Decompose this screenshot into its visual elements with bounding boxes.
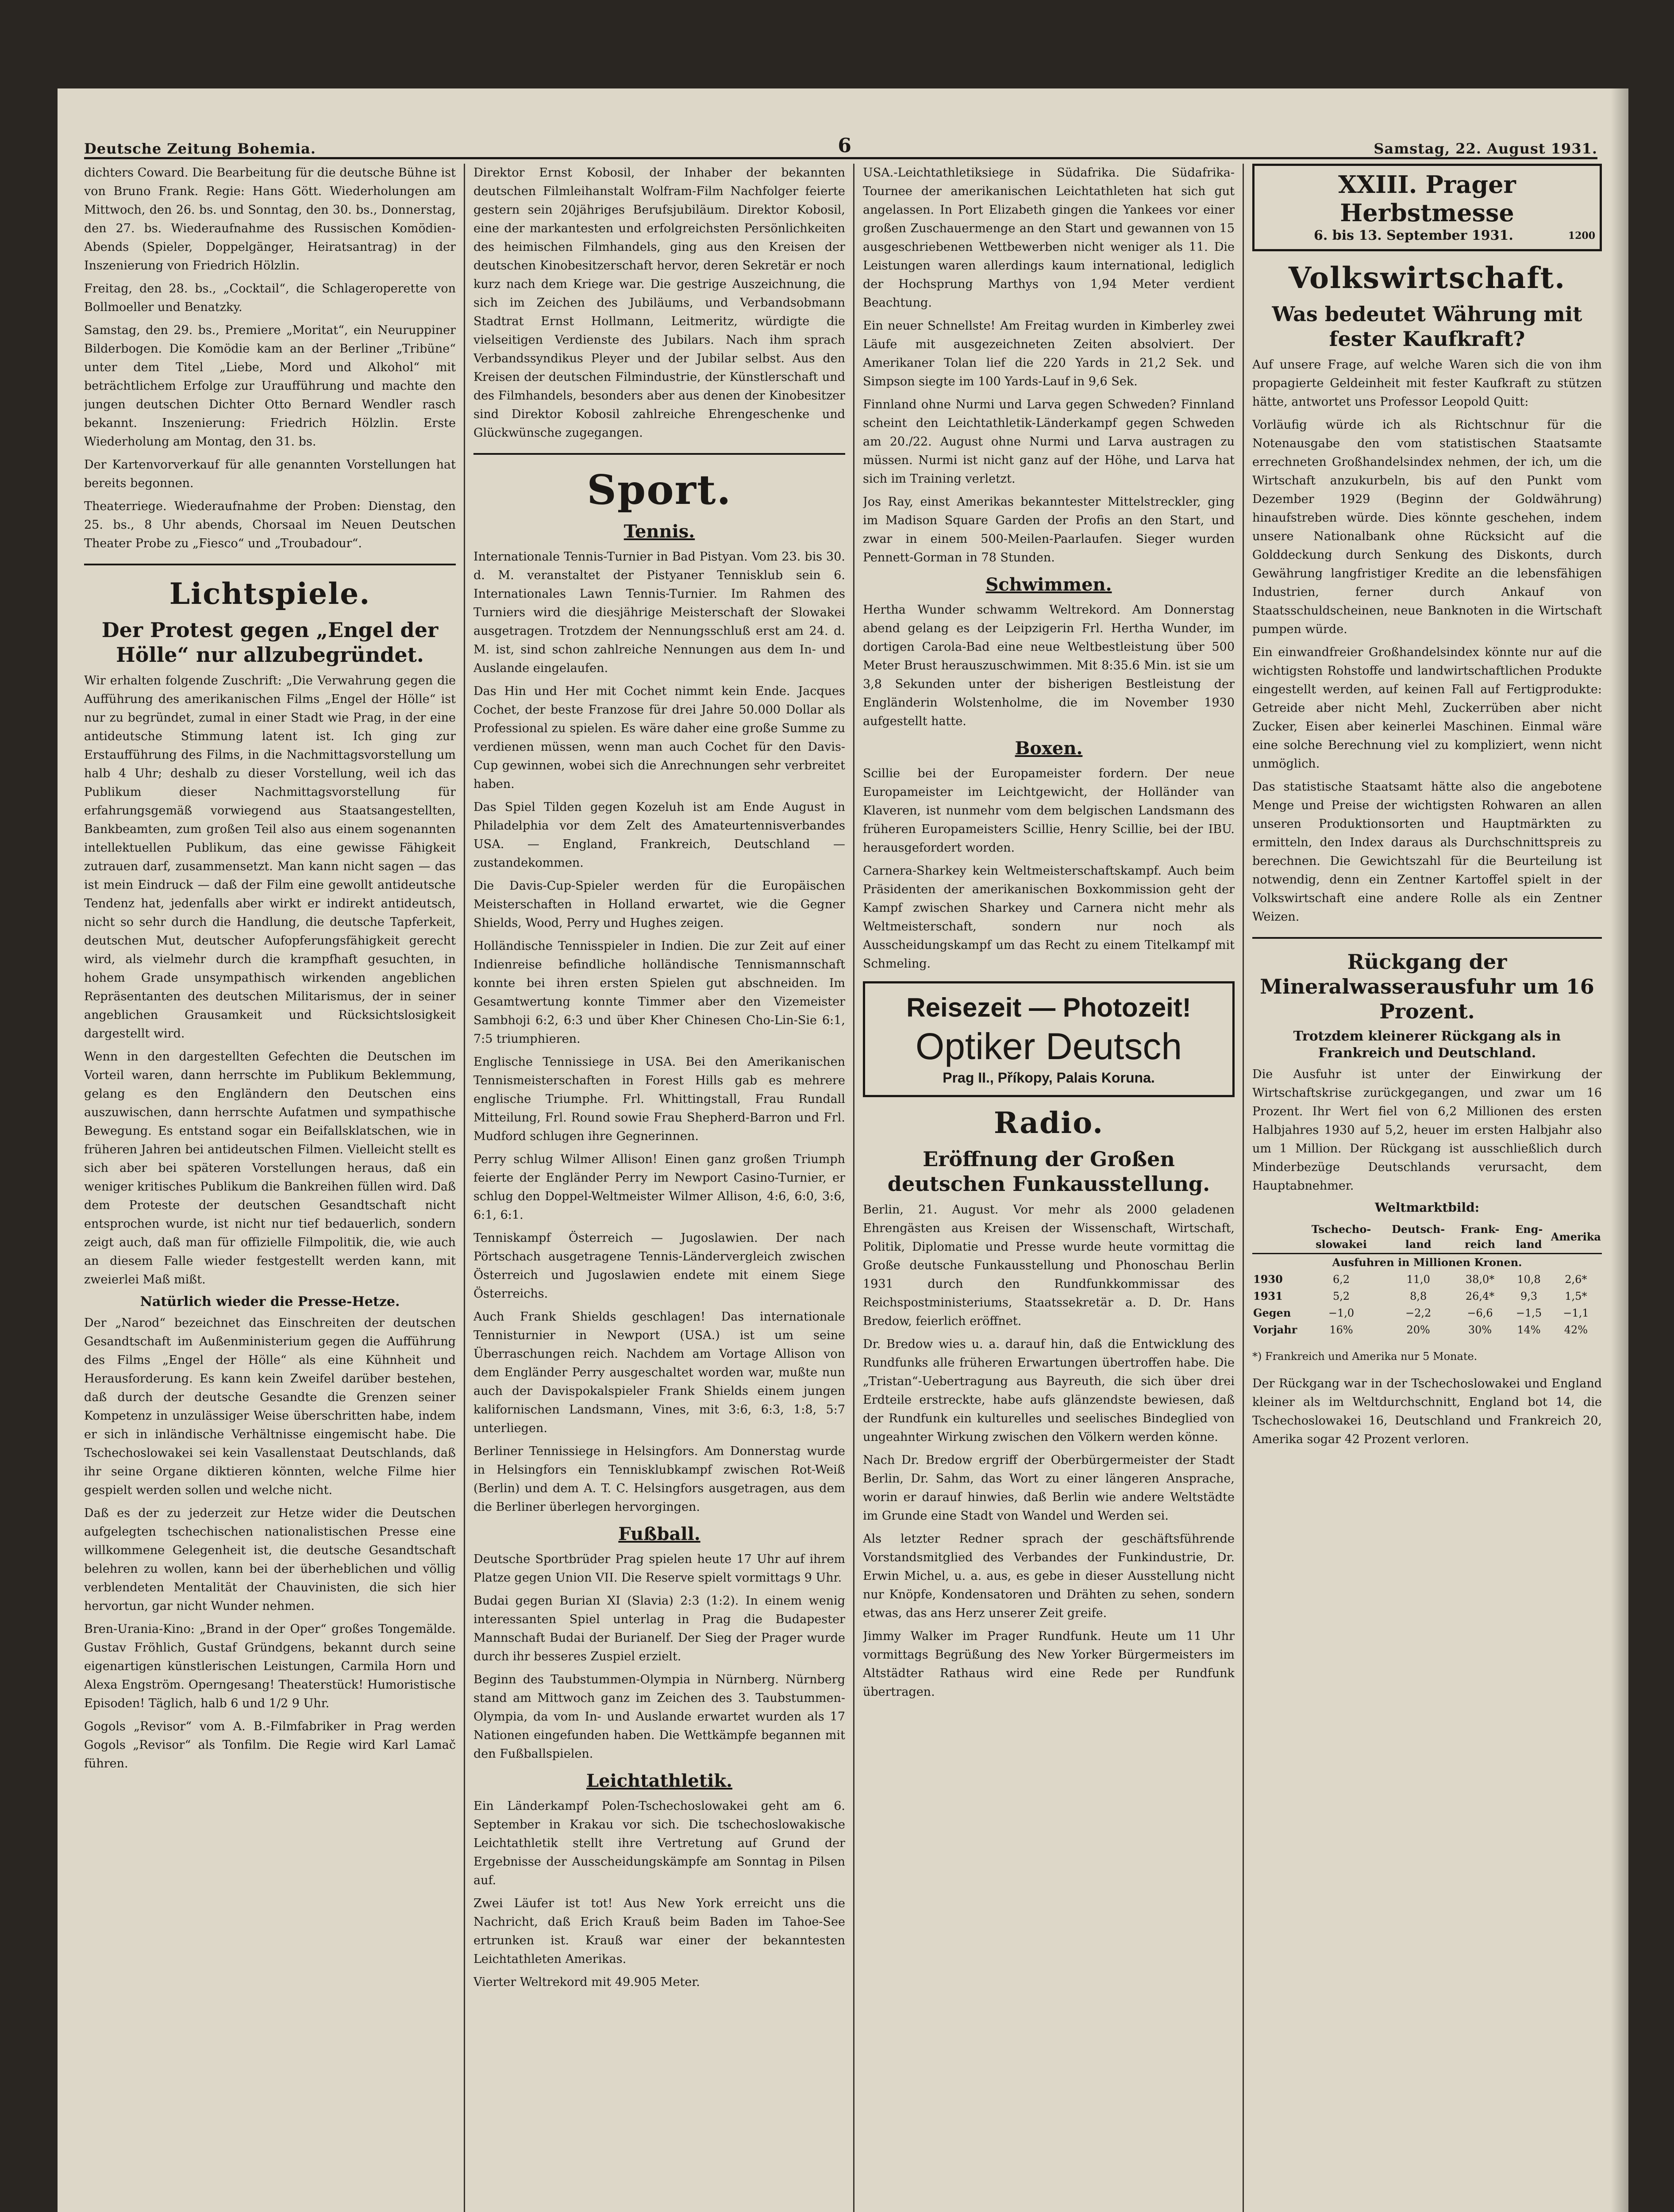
sport-paragraph: Holländische Tennisspieler in Indien. Die zur Zeit auf einer Indienreise befindliche holländische Tennismannschaft konnte bei ihren ersten Spielen gut abschneiden. Im Gesamtwertung konnte Timmer aber den Vizemeister Sambhoji 6:2, 6:3 und über Kher Chinesen Cho-Lin-Sie 6:1, 7:5 triumphieren. <box>473 939 845 1046</box>
sport-paragraph: Scillie bei der Europameister fordern. Der neue Europameister im Leichtgewicht, der Holländer van Klaveren, ist nunmehr vom dem belgischen Landsmann des früheren Europameisters Scillie, Henry Scillie, bei der IBU. herausgefordert worden. <box>863 767 1235 855</box>
article-paragraph: Auf unsere Frage, auf welche Waren sich die von ihm propagierte Geldeinheit mit fester Kaufkraft zu stützen hätte, antwortet uns Professor Leopold Quitt: <box>1252 358 1602 409</box>
sport-paragraph: Budai gegen Burian XI (Slavia) 2:3 (1:2). In einem wenig interessanten Spiel unterlag in Prag die Budapester Mannschaft Budai der Burianelf. Der Sieg der Prager wurde durch ihr besseres Zuspiel erzielt. <box>473 1594 845 1663</box>
ad-slogan: Reisezeit — Photozeit! <box>906 993 1191 1022</box>
cinema-notice: Gogols „Revisor“ vom A. B.-Filmfabriker in Prag werden Gogols „Revisor“ als Tonfilm. Die Regie wird Karl Lamač führen. <box>84 1720 456 1770</box>
table-row: Gegen −1,0 −2,2 −6,6 −1,5 −1,1 <box>1253 1306 1589 1319</box>
table-row: 1930 6,2 11,0 38,0* 10,8 2,6* <box>1253 1273 1587 1286</box>
sport-paragraph: Ein neuer Schnellste! Am Freitag wurden in Kimberley zwei Läufe mit ausgezeichneten Zeiten absolviert. Der Amerikaner Tolan lief die 220 Yards in 21,2 Sek. und Simpson siegte im 100 Yards-Lauf in 9,6 Sek. <box>863 319 1235 388</box>
banner-code: 1200 <box>1568 230 1595 242</box>
table-header-row <box>1252 1221 1602 1254</box>
sport-paragraph: Deutsche Sportbrüder Prag spielen heute 17 Uhr auf ihrem Platze gegen Union VII. Die Reserve spielt vormittags 9 Uhr. <box>473 1552 845 1585</box>
article-paragraph: Wenn in den dargestellten Gefechten die Deutschen im Vorteil waren, dann herrschte im Publikum Beklemmung, gelang es den Engländern den Deutschen eins auszuwischen, dann herrschte Aufatmen und sympathische Bewegung. Es entstand sogar ein Beifallsklatschen, wie in früheren Jahren bei antideutschen Filmen. Vielleicht stellt es sich aber bei späteren Vorstellungen heraus, daß ein weniger kritisches Publikum die Bankreihen füllen wird. Daß dem Proteste der deutschen Gesandtschaft nicht entsprochen wurde, ist nicht nur tief bedauerlich, sondern zeigt auch, daß man für offizielle Filmpolitik, die, wie auch an diesem Falle wieder festgestellt werden kann, mit zweierlei Maß mißt. <box>84 1050 456 1286</box>
section-divider <box>84 564 456 565</box>
cinema-notice: Bren-Urania-Kino: „Brand in der Oper“ großes Tongemälde. Gustav Fröhlich, Gustaf Gründgens, bekannt durch seine eigenartigen künstlerischen Leistungen, Carmila Horn und Alexa Engström. Operngesang! Theaterstück! Humoristische Episoden! Täglich, halb 6 und 1/2 9 Uhr. <box>84 1622 456 1710</box>
tennis-heading: Tennis. <box>623 521 695 542</box>
article-paragraph: Der „Narod“ bezeichnet das Einschreiten der deutschen Gesandtschaft im Außenministerium gegen die Aufführung des Films „Engel der Hölle“ als eine Kühnheit und Herausforderung. Es kann kein Zweifel darüber bestehen, daß durch der deutsche Gesandte die Grenzen seiner Kompetenz in unzulässiger Weise überschritten habe, indem er sich in inländische Verhältnisse eingemischt habe. Die Tschechoslowakei sei kein Vasallenstaat Deutschlands, daß ihr seine Organe diktieren könnten, welche Filme hier gespielt werden sollen und welche nicht. <box>84 1316 456 1497</box>
article-paragraph: Jimmy Walker im Prager Rundfunk. Heute um 11 Uhr vormittags Begrüßung des New Yorker Bürgermeisters im Altstädter Rathaus wird eine Rede per Rundfunk übertragen. <box>863 1629 1235 1699</box>
column-3 <box>863 164 1235 2212</box>
article-headline: Eröffnung der Großen deutschen Funkausstellung. <box>887 1147 1210 1196</box>
theater-paragraph: Theaterriege. Wiederaufnahme der Proben: Dienstag, den 25. bs., 8 Uhr abends, Chorsaal im Neuen Deutschen Theater Probe zu „Fiesco“ und „Troubadour“. <box>84 499 456 550</box>
sport-paragraph: Die Davis-Cup-Spieler werden für die Europäischen Meisterschaften in Holland erwartet, wie die Gegner Shields, Wood, Perry und Hughes zeigen. <box>473 879 845 930</box>
article-paragraph: Daß es der zu jederzeit zur Hetze wider die Deutschen aufgelegten tschechischen nationalistischen Presse eine willkommene Gelegenheit ist, die deutsche Gesandtschaft belehren zu wollen, kann bei der überheblichen und völlig verblendeten Mentalität der Chauvinisten, die sich hier hervortun, gar nicht Wunder nehmen. <box>84 1506 456 1613</box>
sport-paragraph: USA.-Leichtathletiksiege in Südafrika. Die Südafrika-Tournee der amerikanischen Leichtathleten hat sich gut angelassen. In Port Elizabeth gingen die Yankees vor einer großen Zuschauermenge an den Start und gewannen von 15 ausgeschriebenen Wettbewerben nicht weniger als 11. Die Leistungen waren allerdings kaum international, lediglich der Hochsprung Marthys von 1,94 Meter verdient Beachtung. <box>863 166 1235 310</box>
banner-dates: 6. bis 13. September 1931. 1200 <box>1259 227 1595 245</box>
theater-paragraph: Freitag, den 28. bs., „Cocktail“, die Schlageroperette von Bollmoeller und Benatzky. <box>84 282 456 314</box>
sport-paragraph: Zwei Läufer ist tot! Aus New York erreicht uns die Nachricht, daß Erich Krauß beim Baden im Tahoe-See ertrunken ist. Krauß war einer der bekanntesten Leichtathleten Amerikas. <box>473 1897 845 1966</box>
ad-company: Optiker Deutsch <box>915 1025 1182 1067</box>
section-divider <box>1252 937 1602 939</box>
sport-paragraph: Berliner Tennissiege in Helsingfors. Am Donnerstag wurde in Helsingfors ein Tennisklubkampf zwischen Rot-Weiß (Berlin) und dem A. T. C. Helsingfors ausgetragen, aus dem die Berliner überlegen hervorgingen. <box>473 1444 845 1514</box>
article-paragraph: Wir erhalten folgende Zuschrift: „Die Verwahrung gegen die Aufführung des amerikanischen Films „Engel der Hölle“ ist nur zu begründet, zumal in einer Stadt wie Prag, in der eine antideutsche Stimmung latent ist. Ich ging zur Erstaufführung des Films, in die Nachmittagsvorstellung um halb 4 Uhr; deshalb zu dieser Vorstellung, weil ich das Publikum dieser Nachmittagsvorstellung für erfahrungsgemäß vorwiegend aus Staatsangestellten, Bankbeamten, zum großen Teil also aus einem sogenannten intellektuellen Publikum, das eine gewisse Fähigkeit zutrauen darf, zusammensetzt. Man kann nicht sagen — das ist mein Eindruck — daß der Film eine gewollt antideutsche Tendenz hat, jedenfalls aber wirkt er indirekt antideutsch, nicht so sehr durch die Handlung, die deutsche Tapferkeit, deutschen Mut, deutscher Aufopferungsfähigkeit gerecht wird, als vielmehr durch die krampfhaft gesuchten, in hohem Grade unsympathisch wirkenden angeblichen Repräsentanten des deutschen Militarismus, der in seiner angeblichen Grausamkeit und Rücksichtslosigkeit dargestellt wird. <box>84 674 456 1041</box>
optiker-advertisement <box>863 981 1235 1097</box>
article-paragraph: Vorläufig würde ich als Richtschnur für die Notenausgabe den vom statistischen Staatsamte errechneten Großhandelsindex nehmen, der ich, um die Wirtschaft anzukurbeln, bis auf den Punkt vom Dezember 1929 (Beginn der Goldwährung) hinaufstreben würde. Dies könnte geschehen, indem unsere Nationalbank ohne Rücksicht auf die Golddeckung durch Senkung des Diskonts, durch Gewährung langfristiger Kredite an die lebensfähigen Industrien, ferner durch Ankauf von Staatsschuldscheinen, neue Banknoten in die Wirtschaft pumpen würde. <box>1252 418 1602 636</box>
table-header-cell: Tschecho-slowakei <box>1298 1221 1384 1254</box>
article-paragraph: Ein einwandfreier Großhandelsindex könnte nur auf die wichtigsten Rohstoffe und landwirtschaftlichen Produkte eingestellt werden, auf keinen Fall auf Fertigprodukte: Getreide aber nicht Mehl, Zuckerrüben aber nicht Zucker, Eisen aber keinerlei Maschinen. Einmal wäre eine solche Berechnung viel zu kompliziert, wenn nicht unmöglich. <box>1252 645 1602 771</box>
article-subheadline: Trotzdem kleinerer Rückgang als in Frankreich und Deutschland. <box>1293 1029 1561 1061</box>
sport-paragraph: Jos Ray, einst Amerikas bekanntester Mittelstreckler, ging im Madison Square Garden der Profis an den Start, und zwar in einem 500-Meilen-Paarlaufen. Sieger wurden Pennett-Gorman in 78 Stunden. <box>863 495 1235 565</box>
table-header-cell <box>1252 1221 1298 1254</box>
table-row: Vorjahr 16% 20% 30% 14% 42% <box>1253 1323 1588 1336</box>
newspaper-page <box>58 88 1628 2212</box>
paper-name: Deutsche Zeitung Bohemia. <box>84 140 316 157</box>
boxen-heading: Boxen. <box>1015 738 1083 759</box>
lichtspiele-heading: Lichtspiele. <box>169 576 371 611</box>
article-headline: Natürlich wieder die Presse-Hetze. <box>140 1294 400 1310</box>
volkswirtschaft-heading: Volkswirtschaft. <box>1288 261 1566 295</box>
theater-paragraph: dichters Coward. Die Bearbeitung für die deutsche Bühne ist von Bruno Frank. Regie: Hans Gött. Wiederholungen am Mittwoch, den 26. bs. und Sonntag, den 30. bs., Donnerstag, den 27. bs. Wiederaufnahme des Russischen Komödien-Abends (Spieler, Doppelgänger, Heiratsantrag) in der Inszenierung von Friedrich Hölzlin. <box>84 166 456 273</box>
table-subcaption: Ausfuhren in Millionen Kronen. <box>1332 1256 1522 1269</box>
column-rule <box>464 164 465 2212</box>
leichtathletik-heading: Leichtathletik. <box>586 1770 733 1791</box>
sport-paragraph: Tenniskampf Österreich — Jugoslawien. Der nach Pörtschach ausgetragene Tennis-Ländervergleich zwischen Österreich und Jugoslawien endete mit einem Siege Österreichs. <box>473 1231 845 1301</box>
article-paragraph: Die Ausfuhr ist unter der Einwirkung der Wirtschaftskrise zurückgegangen, und zwar um 16 Prozent. Ihr Wert fiel von 6,2 Millionen des ersten Halbjahres 1930 auf 5,2, heuer im ersten Halbjahr also um 1 Million. Der Rückgang ist ausschließlich durch Minderbezüge Deutschlands verursacht, dem Hauptabnehmer. <box>1252 1068 1602 1193</box>
mineral-water-table <box>1252 1221 1602 1338</box>
article-paragraph: Direktor Ernst Kobosil, der Inhaber der bekannten deutschen Filmleihanstalt Wolfram-Film Nachfolger feierte gestern sein 20jähriges Berufsjubiläum. Direktor Kobosil, eine der markantesten und erfolgreichsten Persönlichkeiten des heimischen Filmhandels, ging aus den Kreisen der deutschen Kinobesitzerschaft hervor, deren Sekretär er noch kurz nach dem Kriege war. Die gestrige Auszeichnung, die sich im Zeichen des Jubiläums, und Verbandsobmann Stadtrat Ernst Hollmann, Leitmeritz, würdigte die vielseitigen Verdienste des Jubilars. Nach ihm sprach Verbandssyndikus Pleyer und der Jubilar selbst. Aus den Kreisen der deutschen Filmindustrie, der Künstlerschaft und des Filmhandels, besonders aber aus denen der Kinobesitzer sind Direktor Kobosil zahlreiche Ehrengeschenke und Glückwünsche zugegangen. <box>473 166 845 440</box>
column-2 <box>473 164 845 2212</box>
table-header-cell: Amerika <box>1550 1221 1602 1254</box>
issue-date: Samstag, 22. August 1931. <box>1374 140 1597 157</box>
table-subcaption-row <box>1252 1254 1602 1271</box>
sport-paragraph: Perry schlug Wilmer Allison! Einen ganz großen Triumph feierte der Engländer Perry im Newport Casino-Turnier, er schlug den Doppel-Weltmeister Wilmer Allison, 4:6, 6:0, 3:6, 6:1, 6:1. <box>473 1152 845 1222</box>
article-paragraph: Nach Dr. Bredow ergriff der Oberbürgermeister der Stadt Berlin, Dr. Sahm, das Wort zu einer längeren Ansprache, worin er darauf hinwies, daß Berlin wie andere Weltstädte im Grunde eine Stadt von Wandel und Werden sei. <box>863 1453 1235 1523</box>
schwimmen-heading: Schwimmen. <box>985 574 1112 595</box>
sport-paragraph: Internationale Tennis-Turnier in Bad Pistyan. Vom 23. bis 30. d. M. veranstaltet der Pistyaner Tennisklub sein 6. Internationales Lawn Tennis-Turnier. Im Rahmen des Turniers wird die diesjährige Meisterschaft der Slowakei ausgetragen. Trotzdem der Nennungsschluß erst am 24. d. M. ist, sind schon zahlreiche Nennungen aus dem In- und Auslande eingelaufen. <box>473 550 845 675</box>
column-rule <box>853 164 854 2212</box>
table-header-cell: Eng-land <box>1508 1221 1550 1254</box>
sport-paragraph: Auch Frank Shields geschlagen! Das internationale Tennisturnier in Newport (USA.) ist um seine Überraschungen reich. Nachdem am Vortage Allison von dem Engländer Perry ausgeschaltet worden war, mußte nun auch der Davispokalspieler Frank Shields einem jungen kalifornischen Landsmann, Vines, mit 3:6, 6:3, 1:8, 5:7 unterliegen. <box>473 1310 845 1435</box>
column-rule <box>1243 164 1244 2212</box>
binding-shadow <box>1611 88 1628 2212</box>
section-divider <box>473 453 845 455</box>
ad-address: Prag II., Příkopy, Palais Koruna. <box>943 1070 1155 1086</box>
article-paragraph: Als letzter Redner sprach der geschäftsführende Vorstandsmitglied des Verbandes der Funkindustrie, Dr. Erwin Michel, u. a. aus, es gebe in dieser Ausstellung nicht nur Knöpfe, Kondensatoren und Drähten zu sehen, sondern etwas, das ans Herz unserer Zeit greife. <box>863 1532 1235 1620</box>
theater-paragraph: Samstag, den 29. bs., Premiere „Moritat“, ein Neuruppiner Bilderbogen. Die Komödie kam an der Berliner „Tribüne“ unter dem Titel „Liebe, Mord und Alkohol“ mit beträchtlichem Erfolge zur Uraufführung und machte den jungen deutschen Dichter Otto Bernard Wendler rasch bekannt. Inszenierung: Friedrich Hölzlin. Erste Wiederholung am Montag, den 31. bs. <box>84 323 456 449</box>
column-1 <box>84 164 456 2212</box>
sport-paragraph: Beginn des Taubstummen-Olympia in Nürnberg. Nürnberg stand am Mittwoch ganz im Zeichen des 3. Taubstummen-Olympia, da vom In- und Auslande erwartet wurden als 17 Nationen eingefunden haben. Die Wettkämpfe begannen mit den Fußballspielen. <box>473 1673 845 1761</box>
table-row: 1931 5,2 8,8 26,4* 9,3 1,5* <box>1253 1290 1587 1302</box>
sport-paragraph: Finnland ohne Nurmi und Larva gegen Schweden? Finnland scheint den Leichtathletik-Länderkampf gegen Schweden am 20./22. August ohne Nurmi und Larva austragen zu müssen. Nurmi ist nicht ganz auf der Höhe, und Larva hat sich im Training verletzt. <box>863 398 1235 486</box>
table-footnote: *) Frankreich und Amerika nur 5 Monate. <box>1252 1350 1478 1363</box>
table-caption: Weltmarktbild: <box>1374 1200 1480 1215</box>
fussball-heading: Fußball. <box>618 1524 700 1544</box>
sport-paragraph: Englische Tennissiege in USA. Bei den Amerikanischen Tennismeisterschaften in Forest Hills gab es mehrere englische Triumphe. Frl. Whittingstall, Frau Rundall Mitteilung, Frl. Round sowie Frau Shepherd-Barron und Frl. Mudford schlugen ihre Gegnerinnen. <box>473 1055 845 1143</box>
article-headline: Was bedeutet Währung mit fester Kaufkraft? <box>1272 302 1582 351</box>
sport-heading: Sport. <box>587 466 732 514</box>
article-headline: Der Protest gegen „Engel der Hölle“ nur allzubegründet. <box>101 618 439 667</box>
page-number: 6 <box>838 134 852 157</box>
table-header-cell: Frank-reich <box>1452 1221 1508 1254</box>
running-head <box>84 131 1597 159</box>
article-paragraph: Dr. Bredow wies u. a. darauf hin, daß die Entwicklung des Rundfunks alle früheren Erwartungen übertroffen habe. Die „Tristan“-Uebertragung aus Bayreuth, die sich über drei Erdteile erstreckte, habe aufs glänzendste bewiesen, daß der Rundfunk ein kulturelles und seelisches Bindeglied von ungeahnter Wirkung zwischen den Völkern werden könne. <box>863 1337 1235 1444</box>
theater-paragraph: Der Kartenvorverkauf für alle genannten Vorstellungen hat bereits begonnen. <box>84 458 456 490</box>
sport-paragraph: Ein Länderkampf Polen-Tschechoslowakei geht am 6. September in Krakau vor sich. Die tschechoslowakische Leichtathletik stellt ihre Vertretung auf Grund der Ergebnisse der Ausscheidungskämpfe am Sonntag in Pilsen auf. <box>473 1799 845 1887</box>
article-paragraph: Der Rückgang war in der Tschechoslowakei und England kleiner als im Weltdurchschnitt, England bot 14, die Tschechoslowakei 16, Deutschland und Frankreich 20, Amerika sogar 42 Prozent verloren. <box>1252 1377 1602 1446</box>
banner-title: XXIII. Prager Herbstmesse <box>1338 170 1516 227</box>
sport-paragraph: Carnera-Sharkey kein Weltmeisterschaftskampf. Auch beim Präsidenten der amerikanischen Boxkommission geht der Kampf zwischen Sharkey und Carnera nicht mehr als Weltmeisterschaft, sondern nur noch als Ausscheidungskampf um das Recht zu einem Titelkampf mit Schmeling. <box>863 864 1235 971</box>
sport-paragraph: Hertha Wunder schwamm Weltrekord. Am Donnerstag abend gelang es der Leipzigerin Frl. Hertha Wunder, im dortigen Carola-Bad eine neue Weltbestleistung über 500 Meter Brust herauszuschwimmen. Mit 8:35.6 Min. ist sie um 3,8 Sekunden unter der bisherigen Bestleistung der Engländerin Wolstenholme, die im November 1930 aufgestellt hatte. <box>863 603 1235 728</box>
sport-paragraph: Das Spiel Tilden gegen Kozeluh ist am Ende August in Philadelphia vor dem Zelt des Amateurtennisverbandes USA. — England, Frankreich, Deutschland — zustandekommen. <box>473 800 845 870</box>
table-header-cell: Deutsch-land <box>1385 1221 1452 1254</box>
sport-paragraph: Das Hin und Her mit Cochet nimmt kein Ende. Jacques Cochet, der beste Franzose für drei Jahre 50.000 Dollar als Professional zu spielen. Es wäre daher eine große Summe zu verdienen müssen, wenn man auch Cochet für den Davis-Cup gewinnen, wobei sich die Anrechnungen sehr verbreitet haben. <box>473 684 845 791</box>
sport-paragraph: Vierter Weltrekord mit 49.905 Meter. <box>473 1975 700 1989</box>
herbstmesse-banner <box>1252 164 1602 251</box>
article-headline: Rückgang der Mineralwasserausfuhr um 16 Prozent. <box>1260 950 1594 1023</box>
article-paragraph: Das statistische Staatsamt hätte also die angebotene Menge und Preise der wichtigsten Rohwaren an allen unseren Produktionsorten und Hauptmärkten zu ermitteln, den Index daraus als Durchschnittspreis zu berechnen. Die Gewichtszahl für die Beurteilung ist notwendig, denn ein Zentner Kartoffel spielt in der Volkswirtschaft eine andere Rolle als ein Zentner Weizen. <box>1252 780 1602 924</box>
radio-heading: Radio. <box>993 1106 1104 1140</box>
article-paragraph: Berlin, 21. August. Vor mehr als 2000 geladenen Ehrengästen aus Kreisen der Wissenschaft, Wirtschaft, Politik, Diplomatie und Presse wurde heute vormittag die Große deutsche Funkausstellung und Phonoschau Berlin 1931 durch den Rundfunkkommissar des Reichspostministeriums, Staatssekretär a. D. Dr. Hans Bredow, feierlich eröffnet. <box>863 1203 1235 1328</box>
column-4 <box>1252 164 1602 2212</box>
